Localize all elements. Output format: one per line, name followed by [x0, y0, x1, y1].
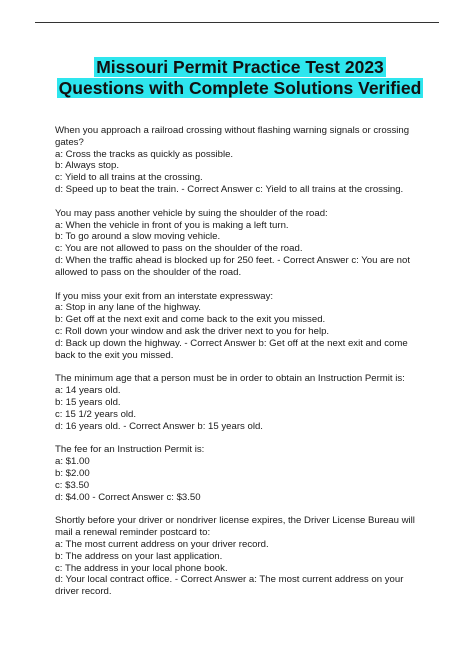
option-b: b: Always stop. [55, 160, 119, 172]
question-block [55, 125, 427, 196]
option-b: b: 15 years old. [55, 396, 121, 408]
option-c: c: The address in your local phone book. [55, 562, 228, 574]
option-d-answer: d: Speed up to beat the train. - Correct Answer c: Yield to all trains at the crossing. [55, 183, 404, 195]
question-block [55, 515, 427, 598]
option-b: b: Get off at the next exit and come back to the exit you missed. [55, 314, 326, 326]
top-divider [35, 22, 439, 23]
question-text: Shortly before your driver or nondriver license expires, the Driver License Bureau will mail a renewal reminder postcard to: [55, 515, 415, 539]
option-a: a: When the vehicle in front of you is making a left turn. [55, 219, 289, 231]
option-d-answer: d: 16 years old. - Correct Answer b: 15 years old. [55, 420, 263, 432]
option-a: a: Cross the tracks as quickly as possible. [55, 148, 234, 160]
option-d-answer: d: Back up down the highway. - Correct Answer b: Get off at the next exit and come back to the exit you missed. [55, 337, 408, 361]
option-c: c: Yield to all trains at the crossing. [55, 172, 203, 184]
title-highlight: Missouri Permit Practice Test 2023 Questions with Complete Solutions Verified [58, 57, 422, 98]
question-text: When you approach a railroad crossing without flashing warning signals or crossing gates? [55, 125, 410, 148]
question-text: The minimum age that a person must be in order to obtain an Instruction Permit is: [55, 373, 405, 385]
question-text: If you miss your exit from an interstate expressway: [55, 290, 274, 302]
option-b: b: To go around a slow moving vehicle. [55, 231, 221, 243]
option-a: a: 14 years old. [55, 385, 121, 397]
option-a: a: $1.00 [55, 456, 90, 468]
question-text: The fee for an Instruction Permit is: [55, 444, 205, 456]
option-c: c: $3.50 [55, 479, 90, 491]
document-title [55, 57, 425, 99]
option-a: a: The most current address on your driver record. [55, 538, 269, 550]
question-block [55, 291, 427, 362]
option-d-answer: d: Your local contract office. - Correct Answer a: The most current address on your driver record. [55, 574, 404, 598]
option-d-answer: d: When the traffic ahead is blocked up for 250 feet. - Correct Answer c: You are not allowed to pass on the shoulder of the road. [55, 254, 410, 278]
question-text: You may pass another vehicle by suing the shoulder of the road: [55, 207, 328, 219]
option-b: b: The address on your last application. [55, 550, 223, 562]
question-block [55, 208, 427, 279]
option-d-answer: d: $4.00 - Correct Answer c: $3.50 [55, 491, 201, 503]
question-block [55, 444, 427, 503]
questions-list [55, 125, 427, 610]
option-a: a: Stop in any lane of the highway. [55, 302, 201, 314]
option-c: c: 15 1/2 years old. [55, 408, 137, 420]
option-b: b: $2.00 [55, 467, 90, 479]
question-block [55, 373, 427, 432]
option-c: c: You are not allowed to pass on the shoulder of the road. [55, 243, 303, 255]
option-c: c: Roll down your window and ask the driver next to you for help. [55, 325, 330, 337]
